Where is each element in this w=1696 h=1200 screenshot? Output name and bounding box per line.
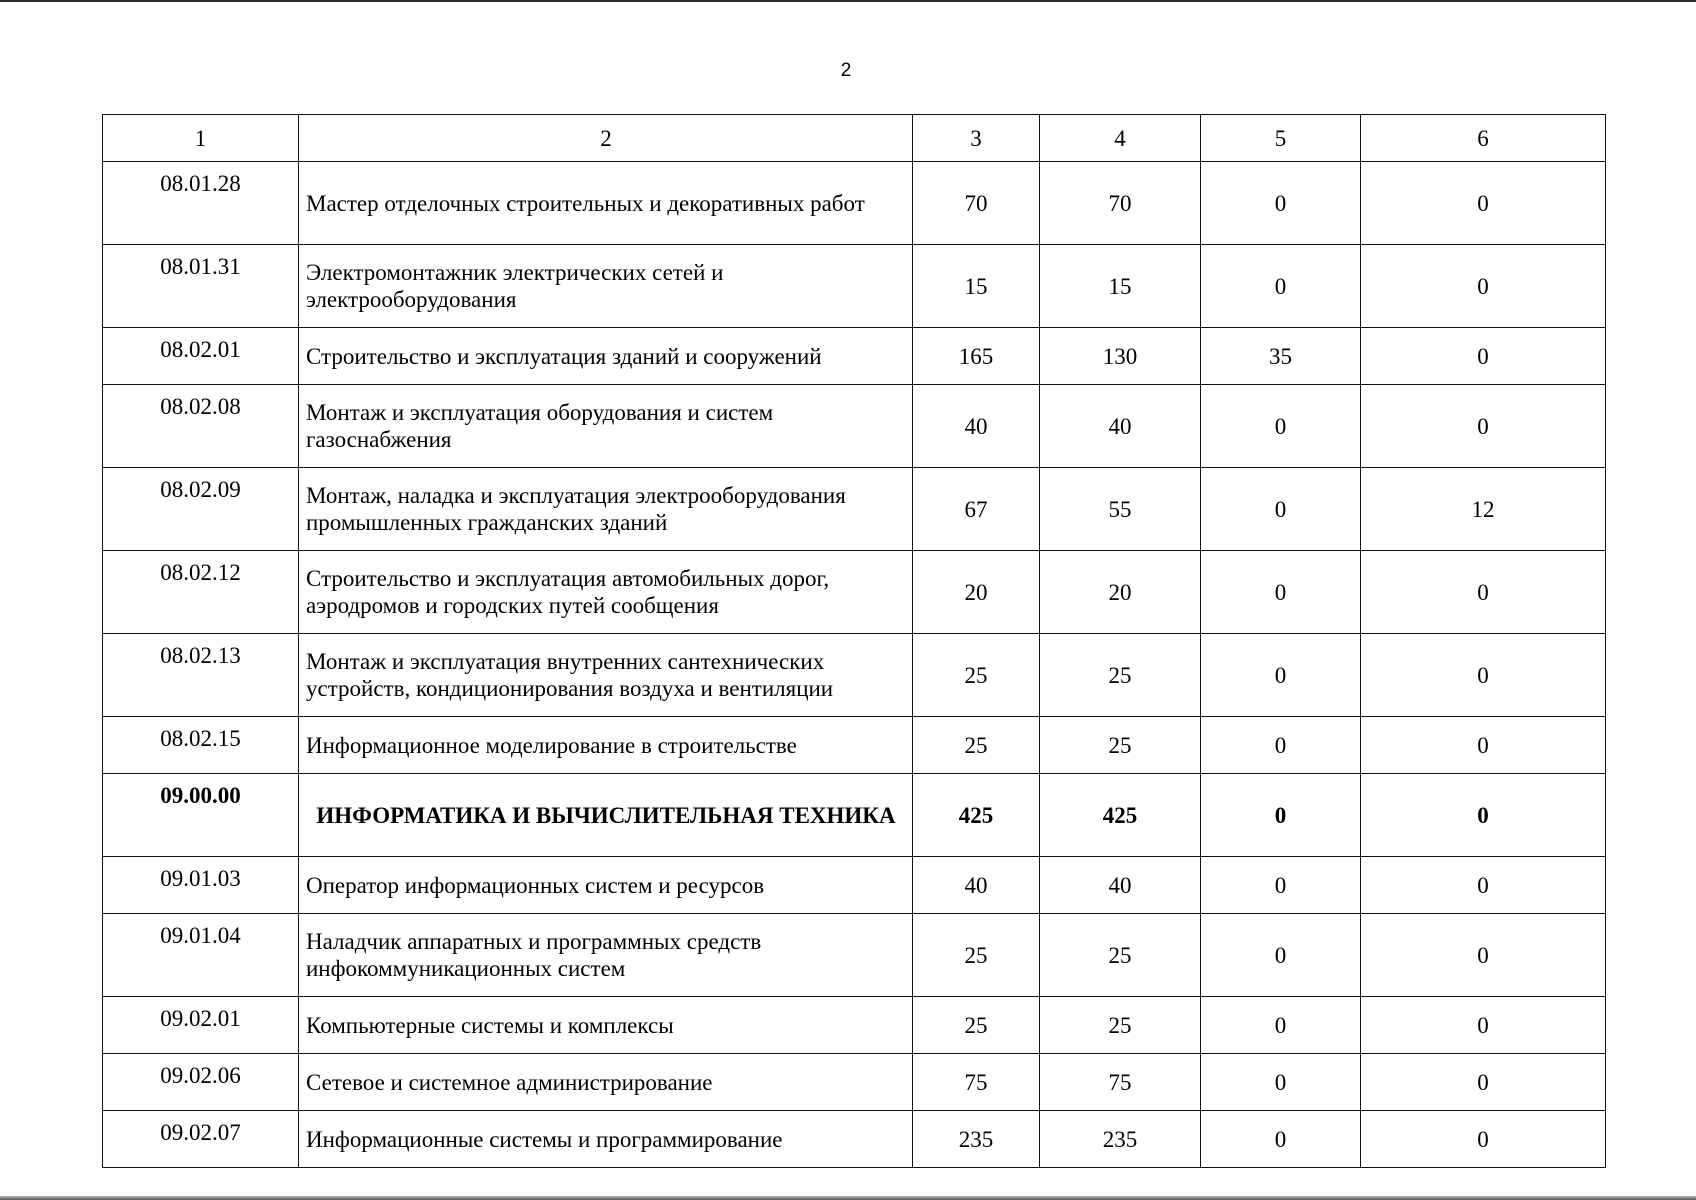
value-col5-cell: 0 [1201, 914, 1361, 997]
value-col4-cell: 75 [1040, 1054, 1201, 1111]
specialty-code-cell: 08.02.01 [103, 328, 299, 385]
specialty-name-cell: Монтаж, наладка и эксплуатация электрооборудования промышленных гражданских зданий [299, 468, 913, 551]
value-col5-cell: 0 [1201, 385, 1361, 468]
specialty-code-cell: 09.01.04 [103, 914, 299, 997]
value-col4-cell: 130 [1040, 328, 1201, 385]
specialty-code-cell: 08.02.09 [103, 468, 299, 551]
value-col6-cell: 0 [1361, 1111, 1606, 1168]
value-col6-cell: 0 [1361, 717, 1606, 774]
value-col6-cell: 0 [1361, 551, 1606, 634]
specialty-code-cell: 08.01.31 [103, 245, 299, 328]
value-col4-cell: 55 [1040, 468, 1201, 551]
specialty-code-cell: 08.02.12 [103, 551, 299, 634]
value-col3-cell: 25 [913, 717, 1040, 774]
page-number: 2 [840, 60, 852, 81]
value-col6-cell: 0 [1361, 1054, 1606, 1111]
specialty-code-cell: 08.02.08 [103, 385, 299, 468]
specialty-code-cell: 09.02.07 [103, 1111, 299, 1168]
value-col3-cell: 40 [913, 385, 1040, 468]
table-row [103, 245, 1606, 328]
table-row [103, 634, 1606, 717]
value-col4-cell: 70 [1040, 162, 1201, 245]
value-col5-cell: 0 [1201, 1111, 1361, 1168]
value-col3-cell: 25 [913, 634, 1040, 717]
value-col3-cell: 165 [913, 328, 1040, 385]
value-col4-cell: 20 [1040, 551, 1201, 634]
value-col5-cell: 0 [1201, 774, 1361, 857]
specialty-name-cell: ИНФОРМАТИКА И ВЫЧИСЛИТЕЛЬНАЯ ТЕХНИКА [299, 774, 913, 857]
value-col4-cell: 425 [1040, 774, 1201, 857]
specialty-code-cell: 08.01.28 [103, 162, 299, 245]
value-col6-cell: 12 [1361, 468, 1606, 551]
value-col5-cell: 0 [1201, 468, 1361, 551]
table-row [103, 328, 1606, 385]
table-row [103, 468, 1606, 551]
value-col6-cell: 0 [1361, 245, 1606, 328]
value-col5-cell: 0 [1201, 245, 1361, 328]
specialty-code-cell: 09.02.06 [103, 1054, 299, 1111]
value-col3-cell: 425 [913, 774, 1040, 857]
value-col5-cell: 0 [1201, 997, 1361, 1054]
value-col6-cell: 0 [1361, 857, 1606, 914]
value-col6-cell: 0 [1361, 634, 1606, 717]
table-row [103, 385, 1606, 468]
value-col4-cell: 40 [1040, 857, 1201, 914]
value-col3-cell: 15 [913, 245, 1040, 328]
specialty-name-cell: Информационное моделирование в строительстве [299, 717, 913, 774]
table-row [103, 914, 1606, 997]
value-col3-cell: 235 [913, 1111, 1040, 1168]
table-row [103, 717, 1606, 774]
table-section-row [103, 774, 1606, 857]
column-header-3: 3 [913, 115, 1040, 162]
specialty-code-cell: 09.00.00 [103, 774, 299, 857]
value-col4-cell: 15 [1040, 245, 1201, 328]
specialty-name-cell: Монтаж и эксплуатация оборудования и систем газоснабжения [299, 385, 913, 468]
table-row [103, 551, 1606, 634]
specialty-name-cell: Строительство и эксплуатация автомобильных дорог, аэродромов и городских путей сообщения [299, 551, 913, 634]
table-row [103, 1054, 1606, 1111]
table-row [103, 857, 1606, 914]
value-col5-cell: 0 [1201, 162, 1361, 245]
value-col6-cell: 0 [1361, 328, 1606, 385]
value-col5-cell: 35 [1201, 328, 1361, 385]
specialty-code-cell: 09.01.03 [103, 857, 299, 914]
value-col5-cell: 0 [1201, 717, 1361, 774]
specialty-name-cell: Компьютерные системы и комплексы [299, 997, 913, 1054]
table-header-row [103, 115, 1606, 162]
value-col6-cell: 0 [1361, 385, 1606, 468]
specialty-code-cell: 09.02.01 [103, 997, 299, 1054]
value-col5-cell: 0 [1201, 551, 1361, 634]
column-header-1: 1 [103, 115, 299, 162]
value-col3-cell: 25 [913, 997, 1040, 1054]
table-row [103, 162, 1606, 245]
value-col4-cell: 235 [1040, 1111, 1201, 1168]
value-col3-cell: 75 [913, 1054, 1040, 1111]
value-col4-cell: 40 [1040, 385, 1201, 468]
specialty-name-cell: Электромонтажник электрических сетей и электрооборудования [299, 245, 913, 328]
value-col3-cell: 25 [913, 914, 1040, 997]
value-col4-cell: 25 [1040, 997, 1201, 1054]
specialty-name-cell: Монтаж и эксплуатация внутренних сантехнических устройств, кондиционирования воздуха и вентиляции [299, 634, 913, 717]
table-row [103, 997, 1606, 1054]
value-col4-cell: 25 [1040, 717, 1201, 774]
specialty-name-cell: Оператор информационных систем и ресурсов [299, 857, 913, 914]
quota-table [102, 114, 1606, 1168]
specialty-name-cell: Мастер отделочных строительных и декоративных работ [299, 162, 913, 245]
value-col6-cell: 0 [1361, 162, 1606, 245]
specialty-code-cell: 08.02.15 [103, 717, 299, 774]
value-col5-cell: 0 [1201, 634, 1361, 717]
scan-edge-bottom [0, 1196, 1696, 1200]
column-header-2: 2 [299, 115, 913, 162]
value-col6-cell: 0 [1361, 914, 1606, 997]
value-col6-cell: 0 [1361, 774, 1606, 857]
value-col4-cell: 25 [1040, 634, 1201, 717]
column-header-5: 5 [1201, 115, 1361, 162]
value-col5-cell: 0 [1201, 1054, 1361, 1111]
value-col3-cell: 67 [913, 468, 1040, 551]
value-col4-cell: 25 [1040, 914, 1201, 997]
value-col3-cell: 20 [913, 551, 1040, 634]
specialty-name-cell: Строительство и эксплуатация зданий и сооружений [299, 328, 913, 385]
column-header-4: 4 [1040, 115, 1201, 162]
specialty-code-cell: 08.02.13 [103, 634, 299, 717]
table-row [103, 1111, 1606, 1168]
column-header-6: 6 [1361, 115, 1606, 162]
value-col6-cell: 0 [1361, 997, 1606, 1054]
scan-edge-top [0, 0, 1696, 2]
value-col3-cell: 70 [913, 162, 1040, 245]
value-col3-cell: 40 [913, 857, 1040, 914]
value-col5-cell: 0 [1201, 857, 1361, 914]
specialty-name-cell: Сетевое и системное администрирование [299, 1054, 913, 1111]
specialty-name-cell: Информационные системы и программирование [299, 1111, 913, 1168]
specialty-name-cell: Наладчик аппаратных и программных средств инфокоммуникационных систем [299, 914, 913, 997]
